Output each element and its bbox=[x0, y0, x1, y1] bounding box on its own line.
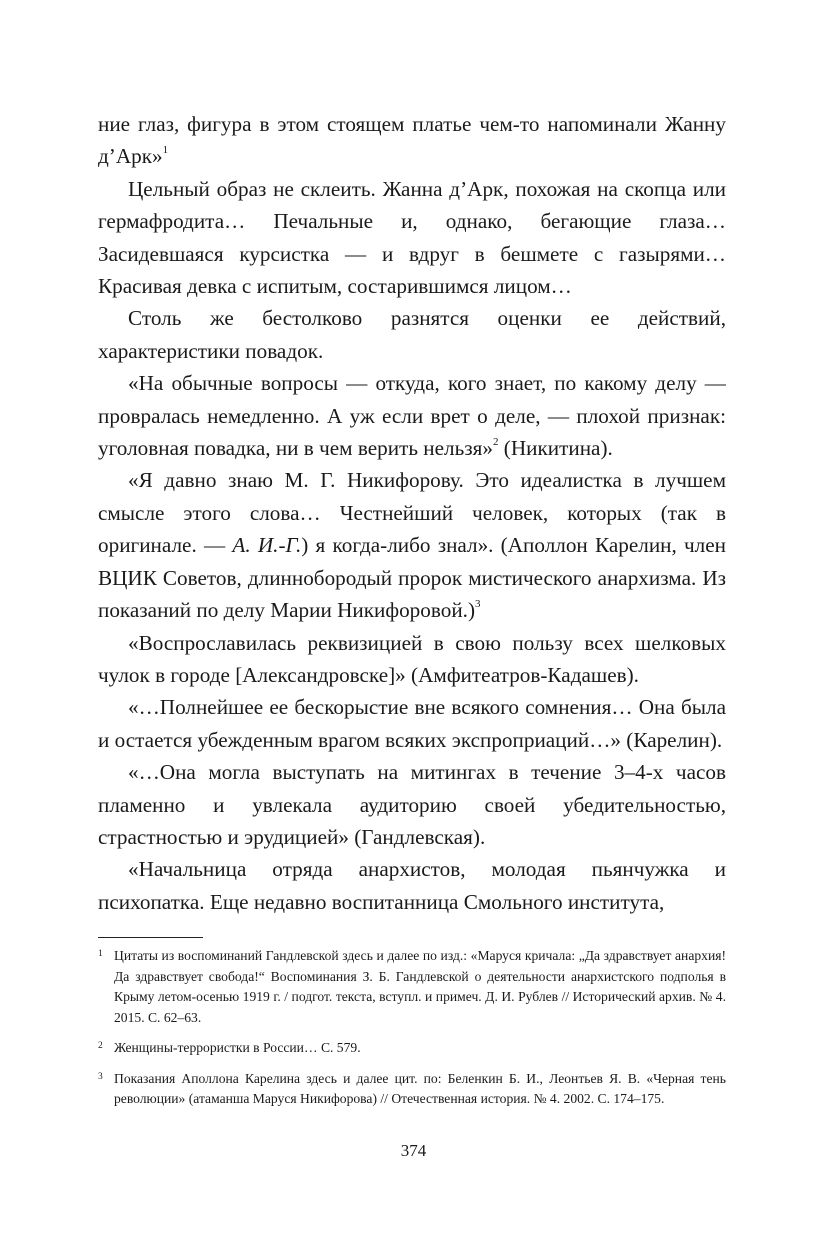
editor-initials: А. И.-Г. bbox=[232, 533, 302, 558]
footnote-ref-2[interactable]: 2 bbox=[493, 436, 499, 448]
footnote-2 bbox=[98, 1038, 726, 1059]
page-number: 374 bbox=[400, 1141, 427, 1160]
paragraph-tail: (Никитина). bbox=[498, 436, 613, 461]
paragraph-text: «Я давно знаю М. Г. Никифорову. Это идеалистка в лучшем смысле этого слова… Честнейший человек, которых (так в оригинале. — bbox=[98, 468, 726, 558]
paragraph-7 bbox=[98, 691, 726, 756]
footnote-number: 3 bbox=[98, 1071, 103, 1082]
paragraph-text: Столь же бестолково разнятся оценки ее действий, характеристики повадок. bbox=[98, 306, 726, 363]
footnote-1 bbox=[98, 946, 726, 1028]
footnote-number: 2 bbox=[98, 1041, 103, 1051]
paragraph-text: «…Она могла выступать на митингах в течение 3–4-х часов пламенно и увлекала аудиторию своей убедительностью, страстностью и эрудицией» (Гандлевская). bbox=[98, 760, 726, 849]
paragraph-text: «…Полнейшее ее бескорыстие вне всякого сомнения… Она была и остается убежденным врагом всяких экспроприаций…» (Карелин). bbox=[98, 695, 726, 752]
footnote-ref-1[interactable]: 1 bbox=[162, 144, 169, 157]
footnote-divider bbox=[98, 937, 203, 938]
paragraph-2 bbox=[98, 173, 726, 303]
paragraph-1 bbox=[98, 108, 726, 173]
footnote-3 bbox=[98, 1069, 726, 1110]
paragraph-text: ние глаз, фигура в этом стоящем платье чем-то напоминали Жанну д’Арк» bbox=[98, 112, 726, 169]
paragraph-text: Цельный образ не склеить. Жанна д’Арк, похожая на скопца или гермафродита… Печальные и, однако, бегающие глаза… Засидевшаяся курсистка — и вдруг в бешмете с газырями… Красивая девка с испитым, состарившимся лицом… bbox=[98, 176, 726, 299]
footnote-ref-3[interactable]: 3 bbox=[475, 598, 481, 611]
paragraph-6 bbox=[98, 627, 726, 692]
footnote-number: 1 bbox=[98, 949, 103, 959]
footnote-text: Показания Аполлона Карелина здесь и далее цит. по: Беленкин Б. И., Леонтьев Я. В. «Черная тень революции» (атаманша Маруся Никифорова) // Отечественная история. № 4. 2002. С. 174–175. bbox=[114, 1070, 726, 1106]
paragraph-text: «На обычные вопросы — откуда, кого знает, по какому делу — провралась немедленно. А уж если врет о деле, — плохой признак: уголовная повадка, ни в чем верить нельзя» bbox=[98, 371, 726, 461]
paragraph-text: «Начальница отряда анархистов, молодая пьянчужка и психопатка. Еще недавно воспитанница Смольного института, bbox=[98, 857, 726, 914]
main-text bbox=[98, 108, 726, 918]
footnote-text: Цитаты из воспоминаний Гандлевской здесь и далее по изд.: «Маруся кричала: „Да здравствует анархия! Да здравствует свобода!“ Воспоминания З. Б. Гандлевской о деятельности анархистского подполья в Крыму летом-осенью 1919 г. / подгот. текста, вступл. и примеч. Д. И. Рублев // Исторический архив. № 4. 2015. С. 62–63. bbox=[114, 948, 726, 1025]
footnotes bbox=[98, 946, 726, 1120]
paragraph-text: «Воспрославилась реквизицией в свою пользу всех шелковых чулок в городе [Александровске]» (Амфитеатров-Кадашев). bbox=[98, 630, 726, 687]
paragraph-4 bbox=[98, 367, 726, 464]
paragraph-9 bbox=[98, 853, 726, 918]
paragraph-8 bbox=[98, 756, 726, 853]
paragraph-5 bbox=[98, 464, 726, 626]
footnote-text: Женщины-террористки в России… С. 579. bbox=[114, 1040, 361, 1055]
paragraph-tail: ) я когда-либо знал». (Аполлон Карелин, член ВЦИК Советов, длиннобородый пророк мистического анархизма. Из показаний по делу Марии Никифоровой.) bbox=[98, 533, 726, 623]
paragraph-3 bbox=[98, 302, 726, 367]
page-body bbox=[98, 108, 726, 918]
